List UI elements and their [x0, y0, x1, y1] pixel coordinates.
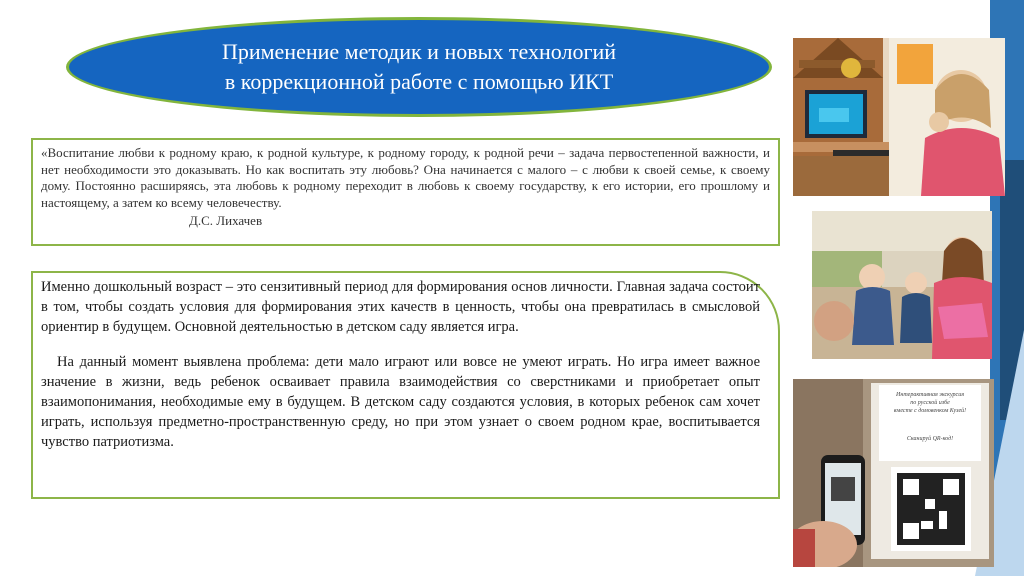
qr-poster-line-4: Сканируй QR-код!: [906, 436, 954, 442]
body-paragraph-1: Именно дошкольный возраст – это сензитивный период для формирования основ личности. Главная задача состоит в том, чтобы создать условия для формирования этих качеств в ценность, чтобы она превратилась в смысловой ориентир в будущем. Основной деятельностью в детском саду является игра.: [41, 279, 760, 335]
qr-poster-text: [881, 391, 979, 443]
main-text-box: [31, 271, 780, 499]
photo-child-computer-illustration: [793, 38, 1005, 196]
quote-box: [31, 138, 780, 246]
title-line-1: Применение методик и новых технологий: [221, 39, 617, 64]
qr-poster-line-2: по русской избе: [910, 400, 950, 406]
title-oval: [66, 17, 772, 117]
quote-author: Д.С. Лихачев: [189, 213, 263, 228]
quote-text: «Воспитание любви к родному краю, к родной культуре, к родному городу, к родной речи – задача первостепенной важности, и нет необходимости это доказывать. Но как воспитать эту любовь? Она начинается с малого – с любви к своей семье, к своему дому. Постоянно расширяясь, эта любовь к родному переходит в любовь к своему государству, к его истории, его прошлому и настоящему, а затем ко всему человечеству.: [41, 145, 770, 210]
title-line-2: в коррекционной работе с помощью ИКТ: [224, 69, 614, 94]
qr-poster-line-1: Интерактивная экскурсия: [896, 392, 964, 398]
photo-teacher-children: [812, 211, 992, 359]
photo-qr-scan: [793, 379, 994, 567]
photo-child-computer: [793, 38, 1005, 196]
photo-teacher-children-illustration: [812, 211, 992, 359]
qr-poster-line-3: вместе с домовенком Кузей!: [893, 408, 967, 414]
body-paragraph-2: На данный момент выявлена проблема: дети мало играют или вовсе не умеют играть. Но игра имеет важное значение в жизни, ведь ребенок осваивает правила взаимодействия со сверстниками и приобретает опыт взаимопонимания, необходимые ему в будущем. В детском саду создаются условия, в которых ребенок сам хочет играть, используя предметно-пространственную среду, но при этом узнает о своем родном крае, воспитывается чувство патриотизма.: [41, 354, 760, 450]
